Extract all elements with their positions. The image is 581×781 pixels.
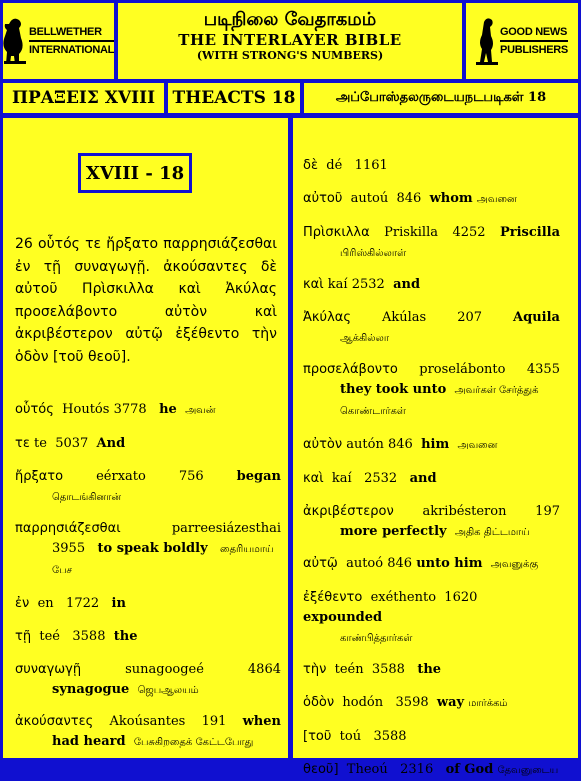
list-item: παρρησιάζεσθαι parreesiázesthai 3955 to speak boldly தைரியமாய் பேச: [15, 521, 281, 576]
list-item: [τοῦ toú 3588: [303, 729, 407, 744]
good-news-logo: [476, 16, 568, 66]
title-sub: (WITH STRONG'S NUMBERS): [196, 49, 384, 62]
list-item: ἀκούσαντες Akoúsantes 191 when had heard பேசுகிறதைக் கேட்டபோது: [15, 714, 281, 749]
logo-right-line2: PUBLISHERS: [500, 44, 568, 56]
right-word-list: [303, 156, 560, 781]
list-item: αὐτοῦ autoú 846 whom அவனை: [303, 191, 517, 206]
chapter-box: XVIII - 18: [78, 153, 192, 193]
bellwether-logo: [3, 16, 114, 66]
list-item: Ἀκύλας Akúlas 207 Aquila ஆக்கில்லா: [303, 310, 560, 344]
logo-right-box: [466, 3, 578, 79]
list-item: Πρὶσκιλλα Priskilla 4252 Priscilla பிரிஸ்கில்லாள்: [303, 225, 560, 259]
book-english: THEACTS 18: [168, 83, 300, 113]
list-item: τῇ teé 3588 the: [15, 629, 138, 644]
list-item: καὶ kaí 2532 and: [303, 277, 421, 292]
list-item: καὶ kaí 2532 and: [303, 471, 437, 486]
list-item: ἐξέθεντο exéthento 1620 expounded காண்பித்தார்கள்: [303, 590, 478, 644]
list-item: ὁδὸν hodón 3598 way மார்க்கம்: [303, 695, 508, 710]
list-item: οὗτός Houtós 3778 he அவன்: [15, 402, 216, 417]
logo-left-box: [3, 3, 114, 79]
right-column: [293, 118, 578, 777]
title-main: THE INTERLAYER BIBLE: [178, 31, 402, 49]
verse-text: 26 οὗτός τε ἤρξατο παρρησιάζεσθαι ἐν τῇ συναγωγῇ. ἀκούσαντες δὲ αὐτοῦ Πρὶσκιλλα καὶ Ἀκύλας προσελάβοντο αὐτὸν καὶ ἀκριβέστερον αὐτῷ ἐξέθεντο τὴν ὁδὸν [τοῦ θεοῦ].: [15, 236, 277, 365]
list-item: τε te 5037 And: [15, 436, 126, 451]
book-greek: ΠΡΑΞΕΙΣ XVIII: [3, 83, 164, 113]
list-item: ἀκριβέστερον akribésteron 197 more perfectly அதிக திட்டமாய்: [303, 504, 560, 539]
book-tamil: அப்போஸ்தலருடையநடபடிகள் 18: [304, 83, 578, 113]
list-item: αὐτῷ autoó 846 unto him அவனுக்கு: [303, 556, 539, 571]
left-word-list: [15, 400, 281, 753]
list-item: δὲ dé 1161: [303, 158, 388, 173]
list-item: συναγωγῇ sunagoogeé 4864 synagogue ஜெபஆலயம்: [15, 662, 281, 697]
logo-left-line1: BELLWETHER: [28, 26, 102, 38]
figure-icon: [476, 16, 498, 66]
left-column: [3, 118, 288, 758]
logo-left-line2: INTERNATIONAL: [28, 44, 115, 56]
list-item: θεοῦ] Theoú 2316 of God தேவனுடைய: [303, 762, 559, 777]
title-box: [118, 3, 462, 79]
logo-right-line1: GOOD NEWS: [500, 26, 568, 38]
title-tamil: படிநிலை வேதாகமம்: [203, 9, 377, 30]
list-item: ἤρξατο eérxato 756 began தொடங்கினான்: [15, 469, 281, 503]
list-item: ἐν en 1722 in: [15, 596, 126, 611]
ram-figure-icon: [3, 16, 27, 66]
list-item: αὐτὸν autón 846 him அவனை: [303, 437, 498, 452]
list-item: τὴν teén 3588 the: [303, 662, 442, 677]
list-item: προσελάβοντο proselábonto 4355 they took unto அவர்கள் சேர்த்துக் கொண்டார்கள்: [303, 362, 560, 417]
